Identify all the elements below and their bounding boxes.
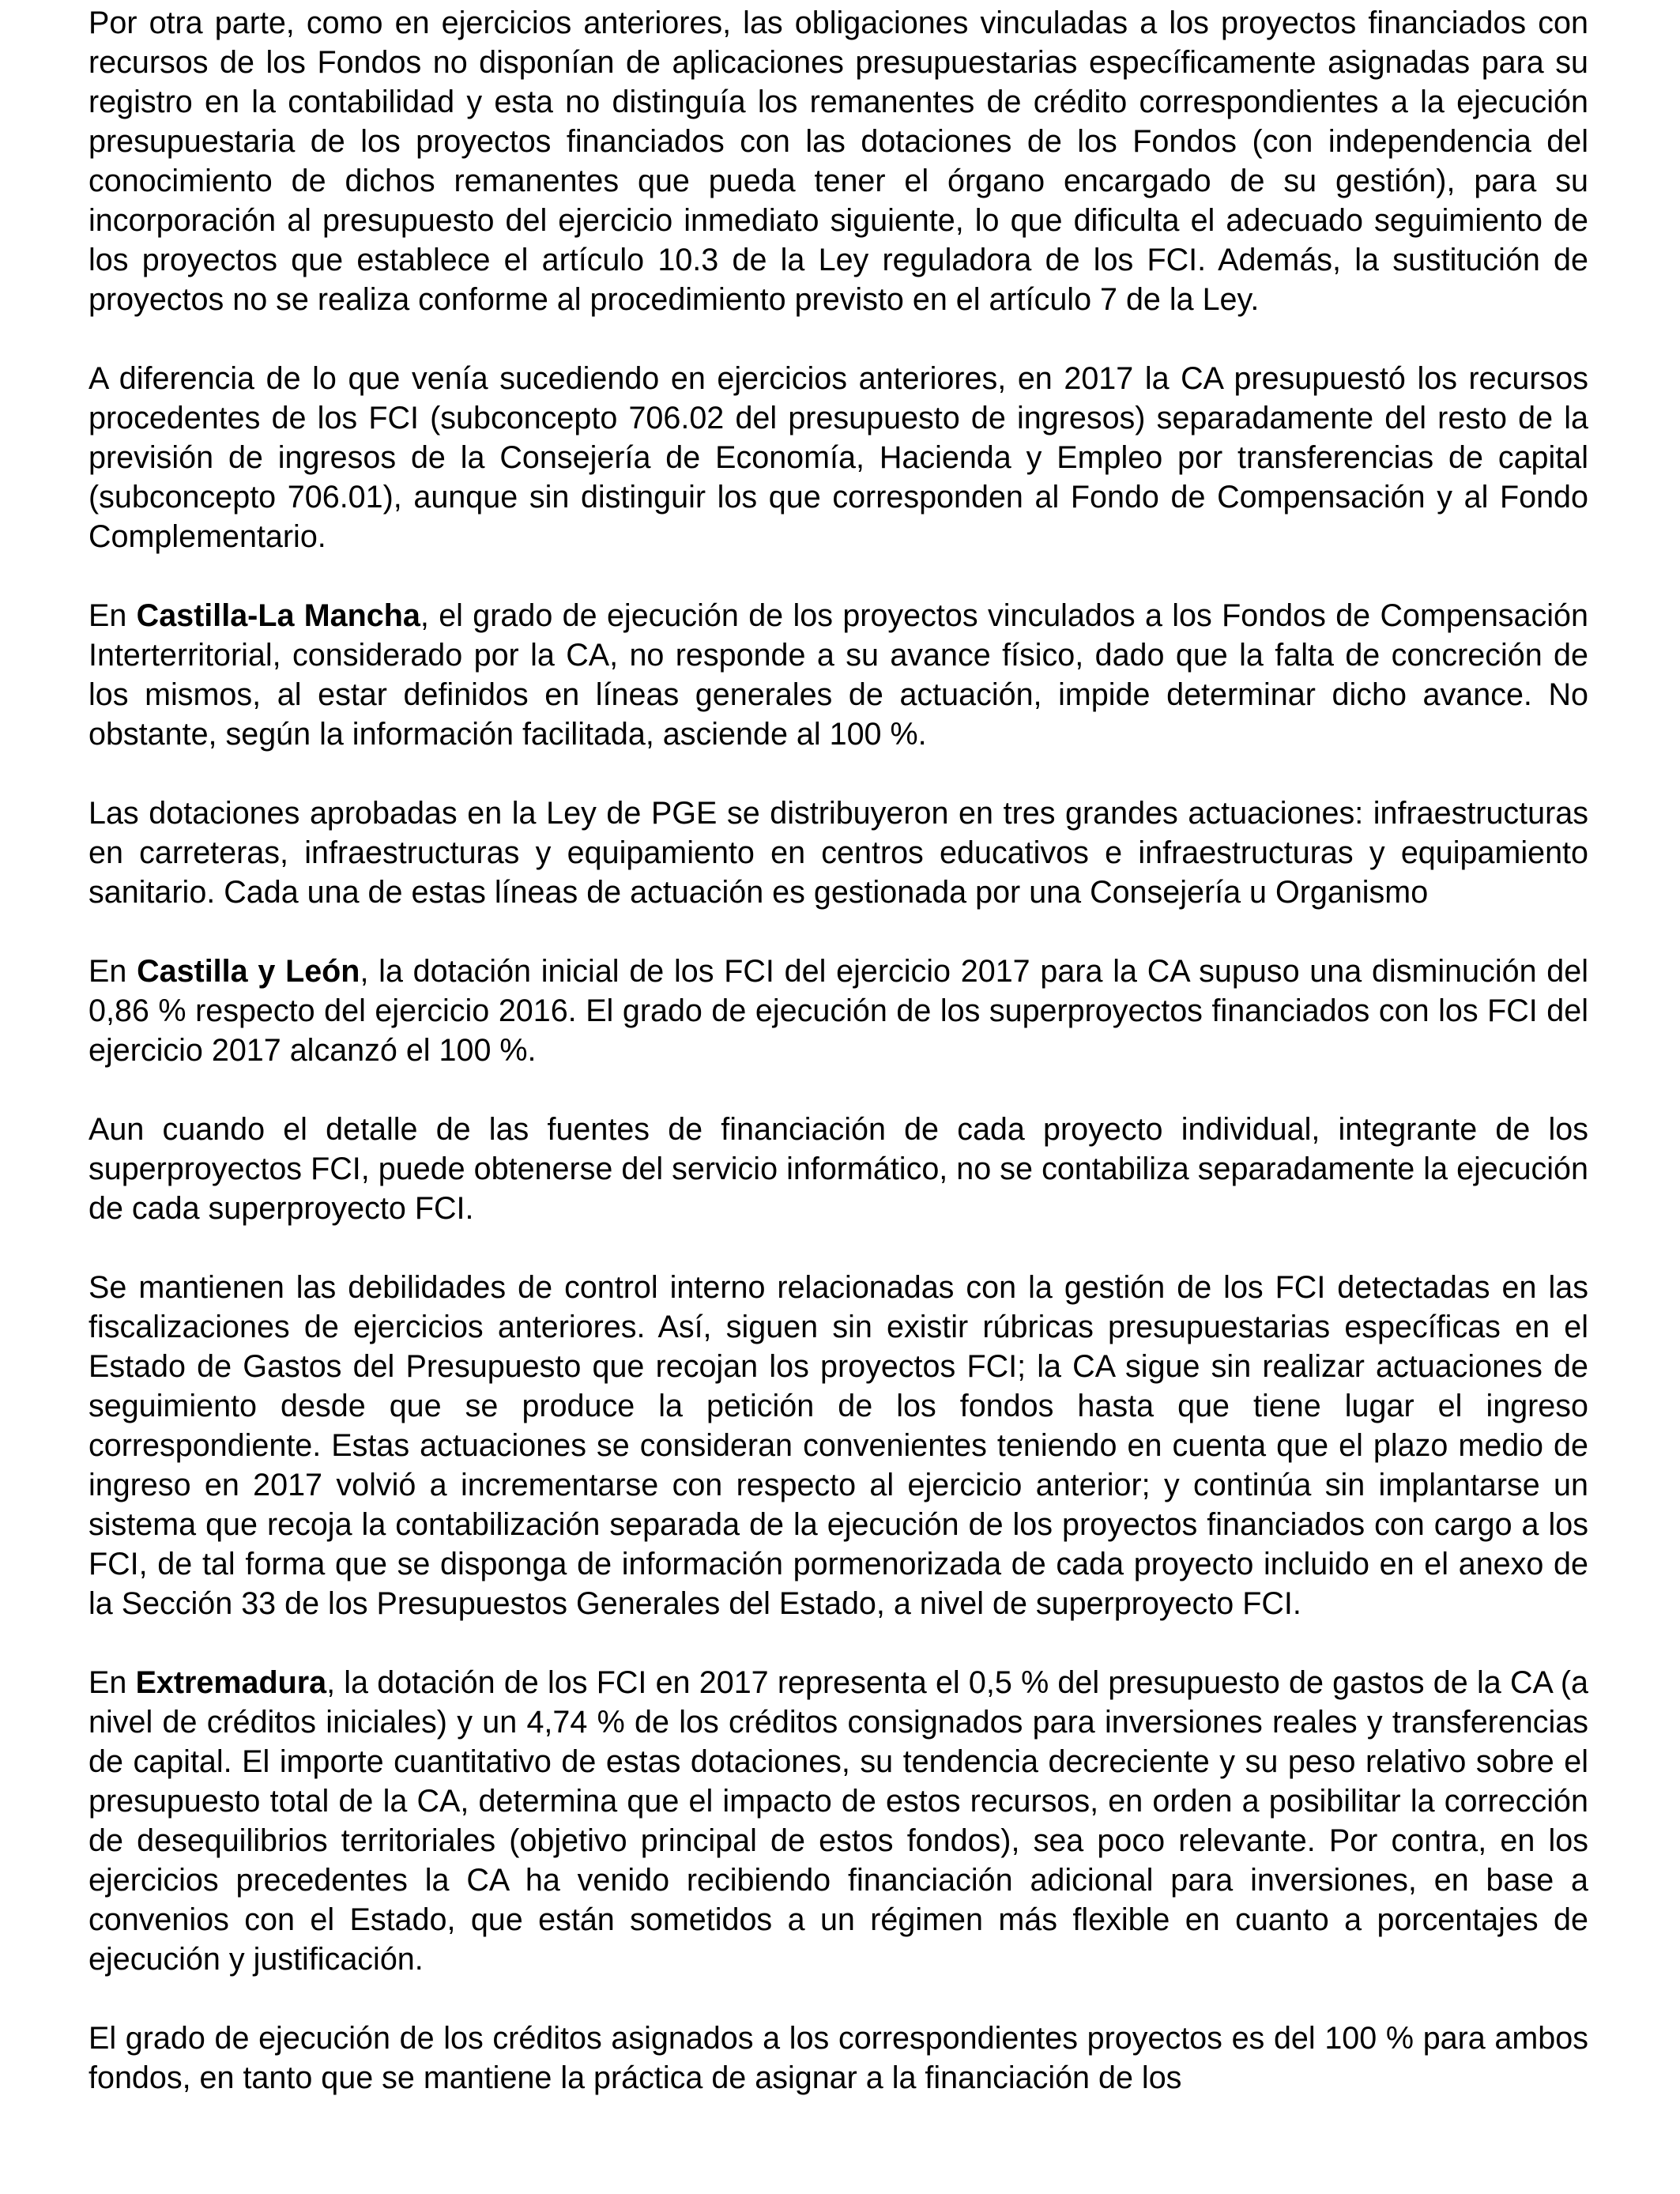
document-body: [89, 3, 1588, 2137]
paragraph-text: En: [89, 598, 137, 633]
paragraph-text: Aun cuando el detalle de las fuentes de financiación de cada proyecto individual, integrante de los superproyectos FCI, puede obtenerse del servicio informático, no se contabiliza separadamente la ejecución de cada superproyecto FCI.: [89, 1112, 1588, 1226]
paragraph-text: , la dotación inicial de los FCI del ejercicio 2017 para la CA supuso una disminución del 0,86 % respecto del ejercicio 2016. El grado de ejecución de los superproyectos financiados con los FCI del ejercicio 2017 alcanzó el 100 %.: [89, 954, 1589, 1068]
paragraph-text: A diferencia de lo que venía sucediendo en ejercicios anteriores, en 2017 la CA presupuestó los recursos procedentes de los FCI (subconcepto 706.02 del presupuesto de ingresos) separadamente del resto de la previsión de ingresos de la Consejería de Economía, Hacienda y Empleo por transferencias de capital (subconcepto 706.01), aunque sin distinguir los que corresponden al Fondo de Compensación y al Fondo Complementario.: [89, 361, 1588, 554]
region-name-extremadura: Extremadura: [135, 1665, 327, 1700]
paragraph-text: El grado de ejecución de los créditos asignados a los correspondientes proyectos es del 100 % para ambos fondos, en tanto que se mantiene la práctica de asignar a la financiación de los: [89, 2021, 1588, 2095]
paragraph-text: En: [89, 954, 137, 989]
paragraph-text: , la dotación de los FCI en 2017 representa el 0,5 % del presupuesto de gastos de la CA (a nivel de créditos iniciales) y un 4,74 % de los créditos consignados para inversiones reales y transferencias de capital. El importe cuantitativo de estas dotaciones, su tendencia decreciente y su peso relativo sobre el presupuesto total de la CA, determina que el impacto de estos recursos, en orden a posibilitar la corrección de desequilibrios territoriales (objetivo principal de estos fondos), sea poco relevante. Por contra, en los ejercicios precedentes la CA ha venido recibiendo financiación adicional para inversiones, en base a convenios con el Estado, que están sometidos a un régimen más flexible en cuanto a porcentajes de ejecución y justificación.: [89, 1665, 1588, 1977]
paragraph-castilla-y-leon: [89, 952, 1588, 1070]
paragraph-debilidades-control: [89, 1268, 1588, 1623]
paragraph-castilla-la-mancha: [89, 596, 1588, 754]
paragraph-text: , el grado de ejecución de los proyectos vinculados a los Fondos de Compensación Interterritorial, considerado por la CA, no responde a su avance físico, dado que la falta de concreción de los mismos, al estar definidos en líneas generales de actuación, impide determinar dicho avance. No obstante, según la información facilitada, asciende al 100 %.: [89, 598, 1588, 752]
paragraph-text: Se mantienen las debilidades de control interno relacionadas con la gestión de los FCI detectadas en las fiscalizaciones de ejercicios anteriores. Así, siguen sin existir rúbricas presupuestarias específicas en el Estado de Gastos del Presupuesto que recojan los proyectos FCI; la CA sigue sin realizar actuaciones de seguimiento desde que se produce la petición de los fondos hasta que tiene lugar el ingreso correspondiente. Estas actuaciones se consideran convenientes teniendo en cuenta que el plazo medio de ingreso en 2017 volvió a incrementarse con respecto al ejercicio anterior; y continúa sin implantarse un sistema que recoja la contabilización separada de la ejecución de los proyectos financiados con cargo a los FCI, de tal forma que se disponga de información pormenorizada de cada proyecto incluido en el anexo de la Sección 33 de los Presupuestos Generales del Estado, a nivel de superproyecto FCI.: [89, 1270, 1588, 1621]
paragraph-grado-ejecucion: [89, 2019, 1588, 2098]
region-name-castilla-la-mancha: Castilla-La Mancha: [136, 598, 420, 633]
paragraph-presupuesto-fci: [89, 359, 1588, 556]
paragraph-text: Por otra parte, como en ejercicios anteriores, las obligaciones vinculadas a los proyectos financiados con recursos de los Fondos no disponían de aplicaciones presupuestarias específicamente asignadas para su registro en la contabilidad y esta no distinguía los remanentes de crédito correspondientes a la ejecución presupuestaria de los proyectos financiados con las dotaciones de los Fondos (con independencia del conocimiento de dichos remanentes que pueda tener el órgano encargado de su gestión), para su incorporación al presupuesto del ejercicio inmediato siguiente, lo que dificulta el adecuado seguimiento de los proyectos que establece el artículo 10.3 de la Ley reguladora de los FCI. Además, la sustitución de proyectos no se realiza conforme al procedimiento previsto en el artículo 7 de la Ley.: [89, 6, 1588, 317]
paragraph-fondos-obligaciones: [89, 3, 1588, 319]
paragraph-dotaciones-pge: [89, 794, 1588, 912]
paragraph-text: En: [89, 1665, 136, 1700]
paragraph-extremadura: [89, 1663, 1588, 1979]
paragraph-text: Las dotaciones aprobadas en la Ley de PGE se distribuyeron en tres grandes actuaciones: infraestructuras en carreteras, infraestructuras y equipamiento en centros educativos e infraestructuras y equipamiento sanitario. Cada una de estas líneas de actuación es gestionada por una Consejería u Organismo: [89, 796, 1588, 910]
region-name-castilla-y-leon: Castilla y León: [137, 954, 360, 989]
paragraph-fuentes-financiacion: [89, 1110, 1588, 1228]
